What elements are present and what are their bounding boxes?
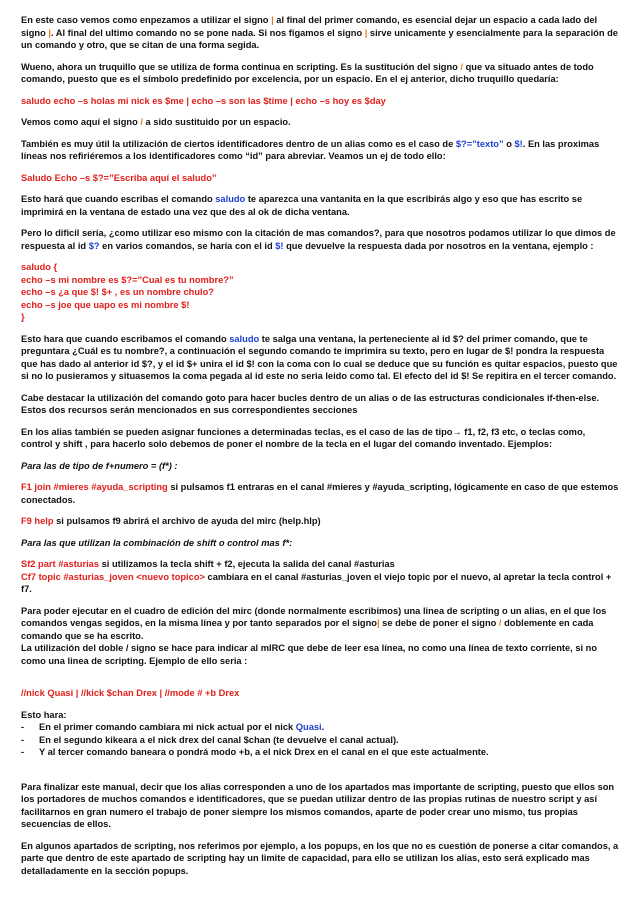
- list-item: - Y al tercer comando baneara o pondrá modo +b, a el nick Drex en el canal en el que este actualmente.: [21, 747, 489, 757]
- paragraph-result-intro: Esto hara:: [21, 709, 67, 720]
- code-line: saludo {: [21, 262, 58, 272]
- paragraph-edit-box: Para poder ejecutar en el cuadro de edición del mirc (donde normalmente escribimos) una linea de scripting o un alias, en el que los comandos vengas segidos, en la misma línea y por tanto separados por el signo| se debe de poner el signo / doblemente en cada comando que se ha escrito.: [21, 605, 607, 641]
- command-name: saludo: [215, 194, 246, 204]
- code-line: }: [21, 312, 25, 322]
- identifier-return: $!: [514, 138, 523, 149]
- code-line: echo –s ¿a que $! $+ , es un nombre chulo?: [21, 287, 214, 297]
- command-code: F1 join #mieres #ayuda_scripting: [21, 482, 168, 492]
- paragraph-saludo-explanation: Esto hara que cuando escribamos el comando saludo te salga una ventana, la perteneciente al id $? del primer comando, que te preguntara ¿Cuál es tu nombre?, a continuación el segundo comando te imprimira su texto, pero en lugar de $! pondra la respuesta que has dado al anterior id $?, y el id $+ unira el id $! con la coma con lo cual se deduce que su función es quitar espacios, puesto que si no lo pusieramos y situasemos la coma pegada al id este no seria leido como tal. El efecto del id $! Se repitira en el tercer comando.: [21, 333, 618, 381]
- code-line: echo –s mi nombre es $?=”Cual es tu nombre?”: [21, 274, 234, 285]
- pipe-symbol: |: [48, 27, 51, 38]
- paragraph-goto: Cabe destacar la utilización del comando goto para hacer bucles dentro de un alias o de las estructuras condicionales if-then-else. Estos dos recursos serán mencionados en sus correspondientes secciones: [21, 392, 600, 415]
- paragraph-multiple-commands: Pero lo dificil sería, ¿como utilizar eso mismo con la citación de mas comandos?, para que nosotros podamos utilizar lo que dimos de respuesta al id $? en varios comandos, se haría con el id $! que devuelve la respuesta dada por nosotros en la ventana, ejemplo :: [21, 228, 616, 251]
- example-f1: F1 join #mieres #ayuda_scripting si pulsamos f1 entraras en el canal #mieres y #ayuda_scripting, lógicamente en caso de que estemos conectados.: [21, 482, 619, 505]
- heading-shift-control: Para las que utilizan la combinación de shift o control mas f*:: [21, 537, 293, 548]
- paragraph-key-functions: En los alias también se pueden asignar funciones a determinadas teclas, es el caso de las de tipo→ f1, f2, f3 etc, o teclas como, control y shift , para hacerlo solo debemos de poner el nombre de la tecla en el lugar del comando inventado. Ejemplos:: [21, 426, 586, 449]
- command-code: F9 help: [21, 516, 54, 526]
- paragraph-pipe-separator: En este caso vemos como enpezamos a utilizar el signo | al final del primer comando, es esencial dejar un espacio a cada lado del signo |. Al final del ultimo comando no se pone nada. Si nos figamos el signo | sirve unicamente y esencialmente para la separación de un comando y otro, que se citan de una forma segida.: [21, 15, 618, 50]
- identifier-input: $?=”texto”: [455, 138, 504, 149]
- list-item: - En el primer comando cambiara mi nick actual por el nick Quasi.: [21, 722, 325, 732]
- pipe-symbol: |: [364, 27, 368, 38]
- paragraph-identifiers: También es muy útil la utilización de ciertos identificadores dentro de un alias como es el caso de $?=”texto” o $!. En las proximas líneas nos refiriéremos a los identificadores como “id” para abreviar. Veamos un ej de todo ello:: [21, 138, 600, 161]
- slash-symbol: /: [460, 61, 464, 72]
- paragraph-slash-replaced: Vemos como aquí el signo / a sido sustituido por un espacio.: [21, 117, 291, 127]
- example-saludo-input: Saludo Echo –s $?=”Escriba aquí el saludo”: [21, 172, 217, 183]
- identifier-input: $?: [88, 240, 100, 251]
- slash-symbol: /: [140, 117, 143, 127]
- paragraph-saludo-window: Esto hará que cuando escribas el comando saludo te aparezca una vantanita en la que escribirás algo y eso que has escrito se imprimirá en la ventana de estado una vez que des al ok de dicha ventana.: [21, 194, 583, 217]
- pipe-symbol: |: [376, 618, 380, 628]
- example-saludo-echo: saludo echo –s holas mi nick es $me | echo –s son las $time | echo –s hoy es $day: [21, 95, 386, 106]
- code-block-saludo: [21, 261, 619, 324]
- pipe-symbol: |: [271, 15, 274, 25]
- heading-f-keys: Para las de tipo de f+numero = (f*) :: [21, 460, 178, 471]
- nick-name: Quasi: [295, 722, 322, 732]
- paragraph-conclusion: Para finalizar este manual, decir que los alias corresponden a uno de los apartados mas importante de scripting, puesto que ellos son los portadores de muchos comandos e identificadores, que se puedan utilizar dentro de las propias rutinas de nuestro script y así facilitarnos en gran numero el trabajo de poner siempre los mismos comandos, aparte de poder crear uno mismo, tus propias secuencias de ellos.: [21, 781, 615, 829]
- list-item: - En el segundo kikeara a el nick drex del canal $chan (te devuelve el canal actual).: [21, 734, 399, 745]
- example-double-slash: //nick Quasi | //kick $chan Drex | //mode # +b Drex: [21, 688, 240, 698]
- code-line: echo –s joe que uapo es mi nombre $!: [21, 299, 190, 310]
- paragraph-popups: En algunos apartados de scripting, nos referimos por ejemplo, a los popups, en los que no es cuestión de ponerse a citar comandos, a parte que dentro de este apartado de scripting hay un limite de capacidad, para ello se utilizan los alias, esto será explicado mas detalladamente en la sección popups.: [21, 840, 619, 876]
- identifier-return: $!: [275, 240, 284, 251]
- paragraph-slash-trick: Wueno, ahora un truquillo que se utiliza de forma continua en scripting. Es la sustitución del signo / que va situado antes de todo comando, puesto que es el símbolo predefinido por excelencia, por un espacio. En el ej anterior, dicho truquillo quedaría:: [21, 61, 594, 84]
- example-shift-control: Sf2 part #asturias si utilizamos la tecla shift + f2, ejecuta la salida del canal #asturias Cf7 topic #asturias_joven <nuevo topico> cambiara en el canal #asturias_joven el viejo topic por el nuevo, al apretar la tecla control + f7.: [21, 559, 612, 594]
- result-list: [21, 721, 619, 759]
- command-code: Sf2 part #asturias: [21, 559, 100, 569]
- document-page: [21, 14, 619, 886]
- example-f9: F9 help si pulsamos f9 abrirá el archivo de ayuda del mirc (help.hlp): [21, 516, 321, 526]
- slash-symbol: /: [498, 618, 502, 628]
- command-code: Cf7 topic #asturias_joven <nuevo topico>: [21, 571, 205, 582]
- paragraph-double-slash: La utilización del doble / signo se hace para indicar al mIRC que debe de leer esa línea, no como una línea de texto corriente, si no como una linea de scripting. Ejemplo de ello seria :: [21, 643, 598, 666]
- command-name: saludo: [229, 333, 260, 344]
